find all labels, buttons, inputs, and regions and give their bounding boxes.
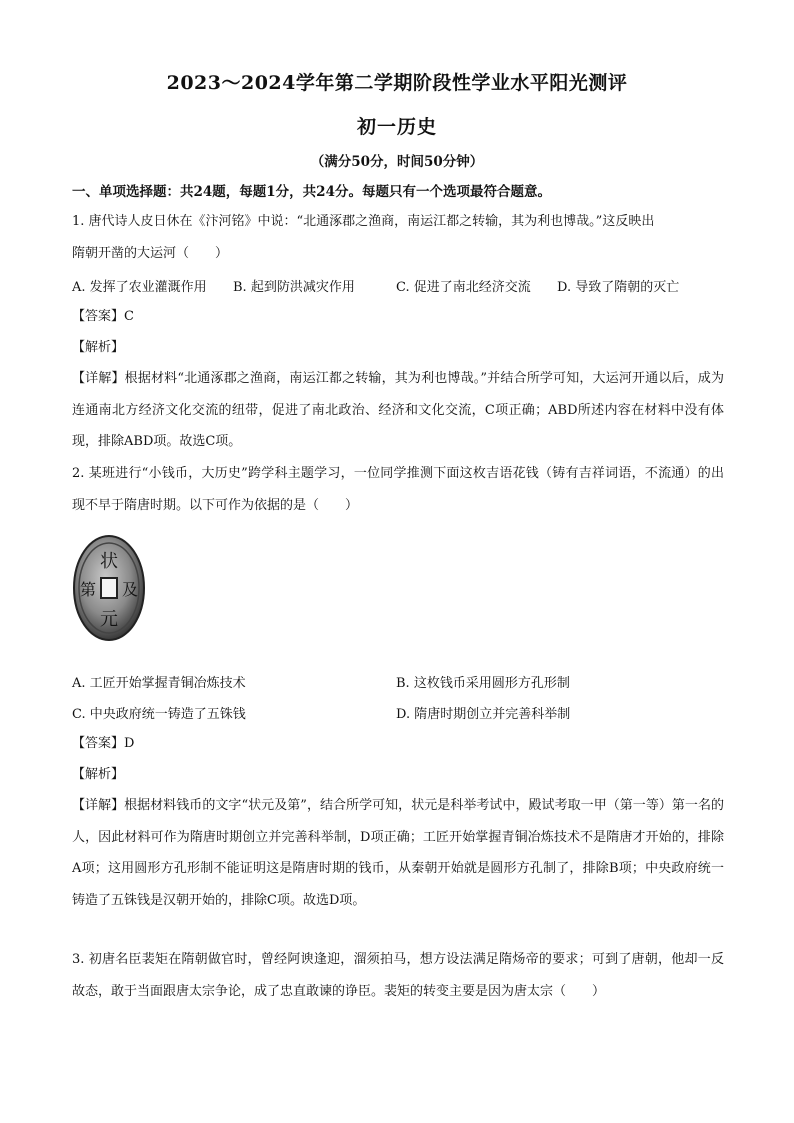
q1-option-b: B. 起到防洪减灾作用 (233, 280, 355, 295)
q2-option-c: C. 中央政府统一铸造了五铢钱 (72, 707, 246, 722)
subject-title: 初一历史 (356, 116, 437, 138)
q1-answer: 【答案】C (72, 309, 134, 324)
q2-option-a: A. 工匠开始掌握青铜冶炼技术 (72, 676, 246, 691)
q2-option-b: B. 这枚钱币采用圆形方孔形制 (396, 676, 570, 691)
q1-option-a: A. 发挥了农业灌溉作用 (72, 280, 207, 295)
coin-image (72, 533, 146, 643)
q2-detail: 【详解】根据材料钱币的文字“状元及第”，结合所学可知，状元是科举考试中，殿试考取一甲（第一等）第一名的人，因此材料可作为隋唐时期创立并完善科举制，D项正确；工匠开始掌握青铜冶炼技术不是隋唐才开始的，排除A项；这用圆形方孔形制不能证明这是隋唐时期的钱币，从秦朝开始就是圆形方孔制了，排除B项；中央政府统一铸造了五铢钱是汉朝开始的，排除C项。故选D项。 (72, 798, 724, 908)
q2-option-d: D. 隋唐时期创立并完善科举制 (396, 707, 571, 722)
q1-stem-line1: 1. 唐代诗人皮日休在《汴河铭》中说：“北通涿郡之渔商，南运江都之转输，其为利也博哉。”这反映出 (72, 214, 655, 229)
q1-stem-line2: 隋朝开凿的大运河（ ） (72, 246, 229, 261)
score-time-note: （满分50分，时间50分钟） (310, 154, 484, 170)
section-heading: 一、单项选择题：共24题，每题1分，共24分。每题只有一个选项最符合题意。 (72, 184, 551, 200)
coin-char-top: 状 (100, 551, 118, 572)
q1-option-c: C. 促进了南北经济交流 (396, 280, 531, 295)
q2-answer: 【答案】D (72, 736, 135, 751)
coin-char-bottom: 元 (100, 609, 118, 630)
q1-analysis-label: 【解析】 (72, 340, 125, 355)
q2-analysis-label: 【解析】 (72, 767, 125, 782)
q1-detail: 【详解】根据材料“北通涿郡之渔商，南运江都之转输，其为利也博哉。”并结合所学可知，大运河开通以后，成为连通南北方经济文化交流的纽带，促进了南北政治、经济和文化交流，C项正确；ABD所述内容在材料中没有体现，排除ABD项。故选C项。 (72, 371, 724, 449)
coin-char-right: 及 (121, 580, 139, 599)
q2-stem: 2. 某班进行“小钱币，大历史”跨学科主题学习，一位同学推测下面这枚吉语花钱（铸有吉祥词语，不流通）的出现不早于隋唐时期。以下可作为依据的是（ ） (72, 466, 724, 513)
exam-title: 2023～2024学年第二学期阶段性学业水平阳光测评 (166, 72, 628, 94)
coin-char-left: 第 (79, 580, 97, 599)
q1-option-d: D. 导致了隋朝的灭亡 (557, 280, 680, 295)
q3-stem: 3. 初唐名臣裴矩在隋朝做官时，曾经阿谀逢迎，溜须拍马，想方设法满足隋炀帝的要求；可到了唐朝，他却一反故态，敢于当面跟唐太宗争论，成了忠直敢谏的诤臣。裴矩的转变主要是因为唐太宗（ ） (72, 952, 724, 999)
